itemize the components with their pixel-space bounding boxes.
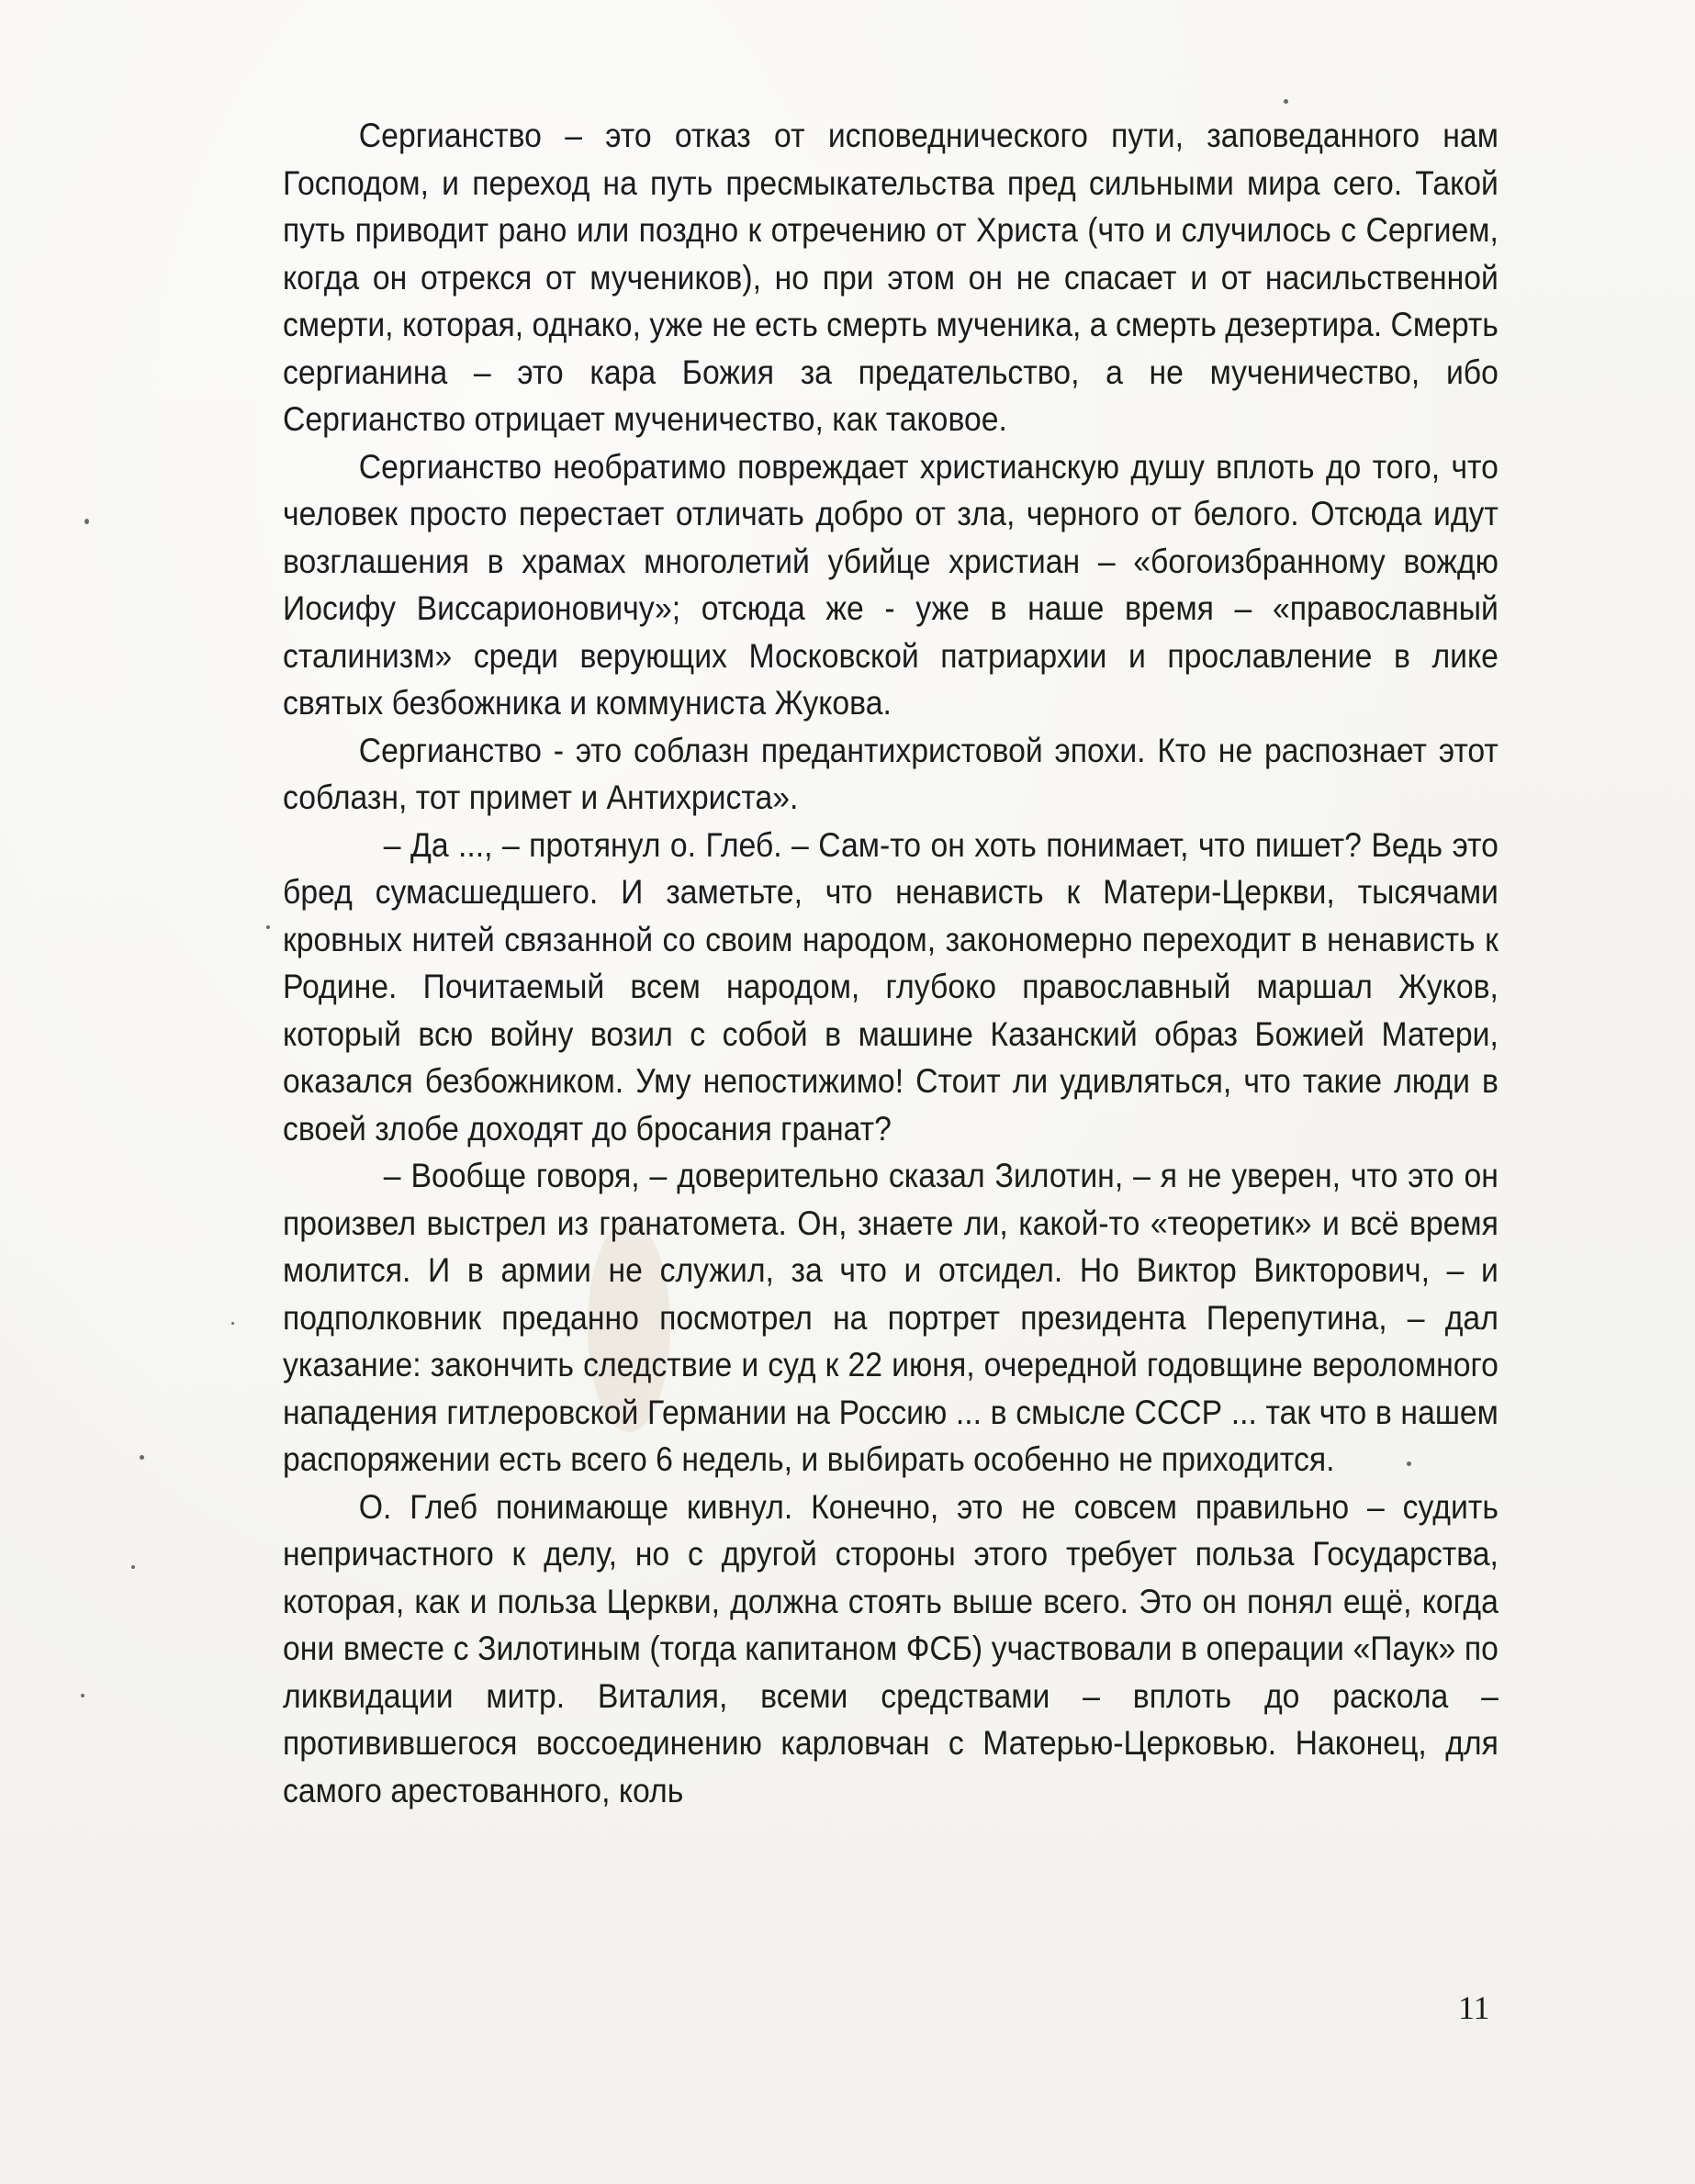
body-text [283, 112, 1499, 1814]
paragraph: – Вообще говоря, – доверительно сказал Зилотин, – я не уверен, что это он произвел выстрел из гранатомета. Он, знаете ли, какой-то «теоретик» и всё время молится. И в армии не служил, за что и отсидел. Но Виктор Викторович, – и подполковник преданно посмотрел на портрет президента Перепутина, – дал указание: закончить следствие и суд к 22 июня, очередной годовщине вероломного нападения гитлеровской Германии на Россию ... в смысле СССР ... так что в нашем распоряжении есть всего 6 недель, и выбирать особенно не приходится. [283, 1156, 1499, 1478]
paper-speck [84, 519, 89, 524]
paragraph: – Да ..., – протянул о. Глеб. – Сам-то он хоть понимает, что пишет? Ведь это бред сумасшедшего. И заметьте, что ненависть к Матери-Церкви, тысячами кровных нитей связанной со своим народом, закономерно переходит в ненависть к Родине. Почитаемый всем народом, глубоко православный маршал Жуков, который всю войну возил с собой в машине Казанский образ Божией Матери, оказался безбожником. Уму непостижимо! Стоит ли удивляться, что такие люди в своей злобе доходят до бросания гранат? [283, 824, 1499, 1148]
paragraph: Сергианство - это соблазн предантихристовой эпохи. Кто не распознает этот соблазн, тот примет и Антихриста». [283, 730, 1499, 816]
paper-speck [1284, 99, 1288, 104]
paper-speck [231, 1322, 234, 1325]
paragraph: Сергианство необратимо повреждает христианскую душу вплоть до того, что человек просто перестает отличать добро от зла, черного от белого. Отсюда идут возглашения в храмах многолетий убийце христиан – «богоизбранному вождю Иосифу Виссарионовичу»; отсюда же - уже в наше время – «православный сталинизм» среди верующих Московской патриархии и прославление в лике святых безбожника и коммуниста Жукова. [283, 446, 1499, 722]
paragraph: Сергианство – это отказ от исповеднического пути, заповеданного нам Господом, и переход на путь пресмыкательства пред сильными мира сего. Такой путь приводит рано или поздно к отречению от Христа (что и случилось с Сергием, когда он отрекся от мучеников), но при этом он не спасает и от насильственной смерти, которая, однако, уже не есть смерть мученика, а смерть дезертира. Смерть сергианина – это кара Божия за предательство, а не мученичество, ибо Сергианство отрицает мученичество, как таковое. [283, 116, 1499, 438]
paper-speck [140, 1455, 144, 1460]
page-number: 11 [1458, 1989, 1490, 2026]
paper-speck [81, 1694, 84, 1697]
paper-speck [131, 1565, 135, 1569]
paragraph: О. Глеб понимающе кивнул. Конечно, это не совсем правильно – судить непричастного к делу, но с другой стороны этого требует польза Государства, которая, как и польза Церкви, должна стоять выше всего. Это он понял ещё, когда они вместе с Зилотиным (тогда капитаном ФСБ) участвовали в операции «Паук» по ликвидации митр. Виталия, всеми средствами – вплоть до раскола – противившегося воссоединению карловчан с Матерью-Церковью. Наконец, для самого арестованного, коль [283, 1486, 1499, 1809]
paper-speck [266, 925, 270, 929]
